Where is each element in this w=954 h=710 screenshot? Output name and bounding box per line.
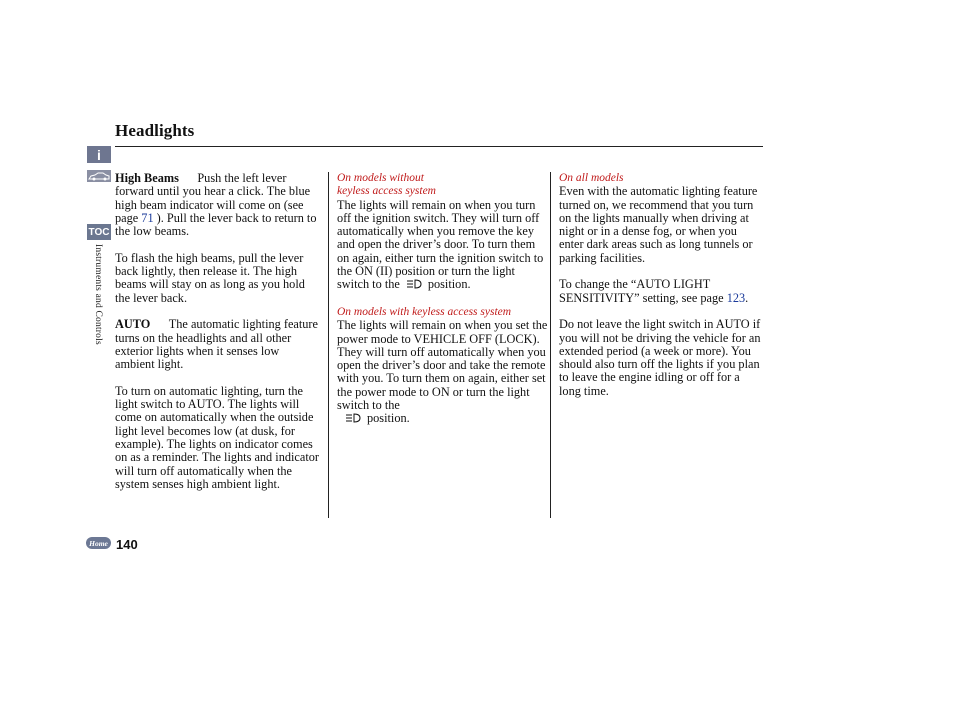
auto-paragraph — [115, 318, 320, 371]
toc-label: TOC — [88, 226, 110, 238]
page-link-123[interactable]: 123 — [726, 290, 746, 305]
qualifier-all-models: On all models — [559, 172, 624, 184]
keyless-paragraph — [337, 319, 549, 426]
toc-button[interactable] — [87, 224, 111, 240]
no-keyless-text: The lights will remain on when you turn off the ignition switch. They will turn off automatically when you remove the key and open the driver’s door. To turn them on again, either turn the ignition switch to the ON (II) position or turn the light switch to the — [337, 197, 544, 292]
car-icon-graphic — [88, 171, 110, 181]
info-icon-label: i — [97, 146, 101, 163]
sensitivity-text-end: . — [745, 290, 749, 305]
home-label: Home — [89, 538, 108, 548]
headlight-icon — [345, 413, 361, 426]
info-icon[interactable] — [87, 146, 111, 163]
section-label: Instruments and Controls — [93, 244, 103, 345]
keyless-text: The lights will remain on when you set the power mode to VEHICLE OFF (LOCK). They will turn off automatically when you open the driver’s door and take the remote with you. To turn them on again, either set the power mode to ON or turn the light switch to the — [337, 318, 548, 413]
home-button[interactable] — [86, 537, 111, 549]
qualifier-keyless: On models with keyless access system — [337, 305, 512, 318]
sensitivity-text: To change the “AUTO LIGHT SENSITIVITY” setting, see page — [559, 277, 724, 305]
qualifier-no-keyless-line2: keyless access system — [337, 185, 436, 198]
no-keyless-paragraph — [337, 199, 549, 293]
auto-warning-paragraph: Do not leave the light switch in AUTO if you will not be driving the vehicle for an extended period (a week or more). You should also turn off the lights if you plan to leave the engine idling or off for a long time. — [559, 317, 761, 398]
no-keyless-text-end: position. — [427, 277, 471, 292]
column-divider-1 — [328, 172, 329, 518]
auto-instructions-paragraph: To turn on automatic lighting, turn the light switch to AUTO. The lights will come on automatically when the outside light level becomes low (at dusk, for example). The lights on indicator comes on as a reminder. The lights and indicator will turn off automatically when the system senses high ambient light. — [115, 383, 319, 491]
page-link-71[interactable]: 71 — [141, 210, 154, 225]
recommendation-paragraph: Even with the automatic lighting feature turned on, we recommend that you turn on the lights manually when driving at night or in a dense fog, or when you enter dark areas such as long tunnels or parking facilities. — [559, 184, 758, 265]
sensitivity-paragraph — [559, 278, 764, 305]
page-number: 140 — [116, 537, 138, 552]
flash-high-beams-paragraph: To flash the high beams, pull the lever back lightly, then release it. The high beams will stay on as long as you hold the lever back. — [115, 250, 305, 305]
title-divider — [115, 146, 763, 147]
keyless-text-end: position. — [367, 411, 410, 426]
high-beams-text-a: Push the left lever forward until you hear a click. The blue high beam indicator will come on (see page — [115, 171, 311, 225]
page-title: Headlights — [115, 121, 195, 140]
auto-heading: AUTO — [115, 317, 151, 332]
high-beams-paragraph — [115, 172, 320, 238]
qualifier-no-keyless-line1: On models without — [337, 172, 424, 184]
column-2 — [337, 172, 549, 440]
car-icon[interactable] — [87, 170, 111, 182]
high-beams-text-b: ). Pull the lever back to return to the low beams. — [115, 210, 317, 239]
auto-text: The automatic lighting feature turns on the headlights and all other exterior lights when it senses low ambient light. — [115, 317, 318, 372]
high-beams-heading: High Beams — [115, 171, 179, 185]
headlight-icon — [406, 279, 422, 292]
column-3 — [559, 172, 764, 411]
column-1 — [115, 172, 320, 504]
column-divider-2 — [550, 172, 551, 518]
